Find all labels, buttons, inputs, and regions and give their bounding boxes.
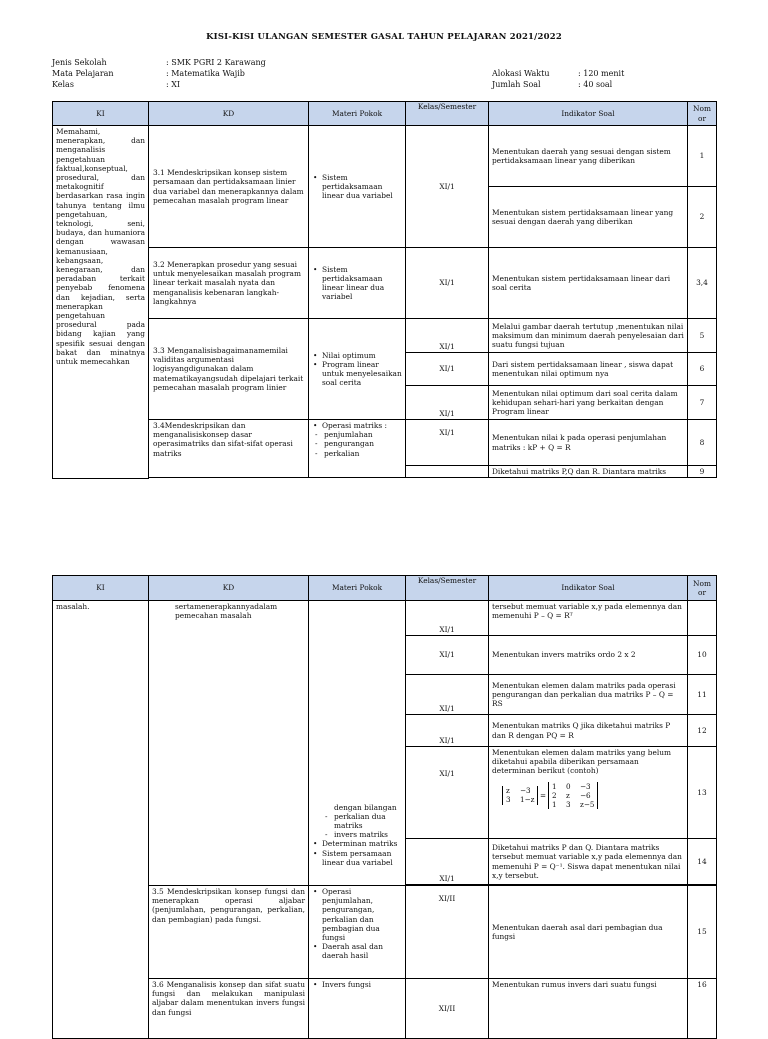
school-info-left xyxy=(52,57,266,90)
header-kelas: Kelas/Semester xyxy=(406,102,489,126)
ki-cell: masalah. xyxy=(53,601,149,1039)
header-indikator: Indikator Soal xyxy=(489,576,688,601)
materi-cell: • Sistem pertidaksamaan linear linear dua variabel xyxy=(309,248,406,319)
header-nomor: Nom or xyxy=(688,576,717,601)
indikator-cell: Menentukan sistem pertidaksamaan linear yang sesuai dengan daerah yang diberikan xyxy=(489,187,688,248)
info-row-time: Alokasi Waktu : 120 menit xyxy=(492,69,625,78)
nomor-cell: 5 xyxy=(688,319,717,353)
indikator-cell: Menentukan rumus invers dari suatu fungsi xyxy=(489,979,688,1039)
document-page-1 xyxy=(0,0,768,490)
nomor-cell: 1 xyxy=(688,126,717,187)
kelas-cell: XI/1 xyxy=(406,319,489,353)
header-indikator: Indikator Soal xyxy=(489,102,688,126)
nomor-cell xyxy=(688,601,717,636)
document-page-2 xyxy=(0,572,768,1024)
kelas-cell: XI/1 xyxy=(406,386,489,420)
kelas-cell: XI/1 xyxy=(406,601,489,636)
indikator-cell: Menentukan nilai optimum dari soal cerita dalam kehidupan sehari-hari yang berkaitan dengan Program linear xyxy=(489,386,688,420)
info-row-class: Kelas : XI xyxy=(52,80,181,89)
nomor-cell: 2 xyxy=(688,187,717,248)
kelas-cell: XI/1 xyxy=(406,839,489,885)
kd-3-4: 3.4Mendeskripsikan dan menganalisiskonsep dasar operasimatriks dan sifat-sifat operasi matriks xyxy=(149,420,309,478)
kelas-cell: XI/1 xyxy=(406,420,489,466)
det-3x3: 1 0 −3 2 z −6 1 3 z−5 xyxy=(548,782,598,810)
nomor-cell: 10 xyxy=(688,636,717,675)
nomor-cell: 14 xyxy=(688,839,717,885)
determinant-equation: z −3 3 1−z = 1 0 −3 2 z −6 1 3 z−5 xyxy=(502,782,684,810)
header-kelas: Kelas/Semester xyxy=(406,576,489,601)
kelas-cell: XI/II xyxy=(406,886,489,979)
indikator-cell: Menentukan elemen dalam matriks pada operasi pengurangan dan perkalian dua matriks P – Q = RS xyxy=(489,675,688,715)
indikator-cell: Menentukan nilai k pada operasi penjumlahan matriks : kP + Q = R xyxy=(489,420,688,466)
materi-cell: • Sistem pertidaksamaan linear dua variabel xyxy=(309,126,406,248)
header-materi: Materi Pokok xyxy=(309,576,406,601)
info-row-count: Jumlah Soal : 40 soal xyxy=(492,80,613,89)
kelas-cell: XI/1 xyxy=(406,126,489,248)
indikator-cell: Menentukan elemen dalam matriks yang belum diketahui apabila diberikan persamaan determinan berikut (contoh) z −3 3 1−z = 1 0 −3 2 z −6 1 3 z−5 xyxy=(489,747,688,839)
materi-cell: • Invers fungsi xyxy=(309,979,406,1039)
nomor-cell: 13 xyxy=(688,747,717,839)
header-kd: KD xyxy=(149,576,309,601)
kd-3-4-cont: sertamenerapkannyadalam pemecahan masalah xyxy=(149,601,309,886)
school-info-right xyxy=(492,68,624,90)
kd-3-2: 3.2 Menerapkan prosedur yang sesuai untuk menyelesaikan masalah program linear terkait masalah nyata dan menganalisis kebenaran langkah-langkahnya xyxy=(149,248,309,319)
indikator-cell: Diketahui matriks P dan Q. Diantara matriks tersebut memuat variable x,y pada elemennya dan memenuhi P = Q⁻¹. Siswa dapat menentukan nilai x,y tersebut. xyxy=(489,839,688,885)
materi-cell: • Operasi penjumlahan, pengurangan, perkalian dan pembagian dua fungsi • Daerah asal dan daerah hasil xyxy=(309,886,406,979)
info-row-subject: Mata Pelajaran : Matematika Wajib xyxy=(52,69,245,78)
header-ki: KI xyxy=(53,102,149,126)
kelas-cell: XI/1 xyxy=(406,248,489,319)
info-row-school: Jenis Sekolah : SMK PGRI 2 Karawang xyxy=(52,58,266,67)
kelas-cell: XI/1 xyxy=(406,675,489,715)
kd-3-1: 3.1 Mendeskripsikan konsep sistem persamaan dan pertidaksamaan linier dua variabel dan menerapkannya dalam pemecahan masalah program linear xyxy=(149,126,309,248)
nomor-cell: 15 xyxy=(688,886,717,979)
nomor-cell: 9 xyxy=(688,466,717,478)
nomor-cell: 16 xyxy=(688,979,717,1039)
header-materi: Materi Pokok xyxy=(309,102,406,126)
kelas-cell: XI/1 xyxy=(406,747,489,839)
kd-3-6: 3.6 Menganalisis konsep dan sifat suatu fungsi dan melakukan manipulasi aljabar dalam menentukan invers fungsi dan fungsi xyxy=(149,979,309,1039)
kelas-cell-empty xyxy=(406,466,489,478)
det-2x2: z −3 3 1−z xyxy=(502,786,538,804)
nomor-cell: 7 xyxy=(688,386,717,420)
indikator-cell: Menentukan daerah yang sesuai dengan sistem pertidaksamaan linear yang diberikan xyxy=(489,126,688,187)
indikator-cell: Menentukan matriks Q jika diketahui matriks P dan R dengan PQ = R xyxy=(489,715,688,747)
kd-3-3: 3.3 Menganalisisbagaimanamemilai validitas argumentasi logisyangdigunakan dalam matematikayangsudah dipelajari terkait pemecahan masalah program linier xyxy=(149,319,309,420)
ki-cell: Memahami, menerapkan, dan menganalisis pengetahuan faktual,konseptual, prosedural, dan metakognitif berdasarkan rasa ingin tahunya tentang ilmu pengetahuan, teknologi, seni, budaya, dan humaniora dengan wawasan kemanusiaan, kebangsaan, kenegaraan, dan peradaban terkait penyebab fenomena dan kejadian, serta menerapkan pengetahuan prosedural pada bidang kajian yang spesifik sesuai dengan bakat dan minatnya untuk memecahkan xyxy=(53,126,149,479)
indikator-cell: Melalui gambar daerah tertutup ,menentukan nilai maksimum dan minimum daerah penyelesaian dari suatu fungsi tujuan xyxy=(489,319,688,353)
indikator-cell: Menentukan daerah asal dari pembagian dua fungsi xyxy=(489,886,688,979)
kd-3-5: 3.5 Mendeskripsikan konsep fungsi dan menerapkan operasi aljabar (penjumlahan, pengurangan, perkalian, dan pembagian) pada fungsi. xyxy=(149,886,309,979)
indikator-cell: Dari sistem pertidaksamaan linear , siswa dapat menentukan nilai optimum nya xyxy=(489,353,688,386)
header-kd: KD xyxy=(149,102,309,126)
kelas-cell: XI/1 xyxy=(406,636,489,675)
materi-cell: • Operasi matriks : - penjumlahan - pengurangan - perkalian xyxy=(309,420,406,478)
nomor-cell: 6 xyxy=(688,353,717,386)
nomor-cell: 12 xyxy=(688,715,717,747)
materi-cell: dengan bilangan - perkalian dua matriks - invers matriks • Determinan matriks • Sistem persamaan linear dua variabel xyxy=(309,601,406,886)
header-ki: KI xyxy=(53,576,149,601)
kelas-cell: XI/1 xyxy=(406,353,489,386)
nomor-cell: 3,4 xyxy=(688,248,717,319)
header-nomor: Nom or xyxy=(688,102,717,126)
nomor-cell: 8 xyxy=(688,420,717,466)
kisi-table-page-2 xyxy=(52,575,717,1039)
indikator-cell: Menentukan sistem pertidaksamaan linear dari soal cerita xyxy=(489,248,688,319)
kelas-cell: XI/II xyxy=(406,979,489,1039)
kelas-cell: XI/1 xyxy=(406,715,489,747)
indikator-cell: Diketahui matriks P,Q dan R. Diantara matriks xyxy=(489,466,688,478)
indikator-cell: tersebut memuat variable x,y pada elemennya dan memenuhi P – Q = Rᵀ xyxy=(489,601,688,636)
kisi-table-page-1 xyxy=(52,101,717,479)
document-title: KISI-KISI ULANGAN SEMESTER GASAL TAHUN PELAJARAN 2021/2022 xyxy=(206,32,562,42)
indikator-cell: Menentukan invers matriks ordo 2 x 2 xyxy=(489,636,688,675)
nomor-cell: 11 xyxy=(688,675,717,715)
materi-cell: • Nilai optimum • Program linear untuk menyelesaikan soal cerita xyxy=(309,319,406,420)
